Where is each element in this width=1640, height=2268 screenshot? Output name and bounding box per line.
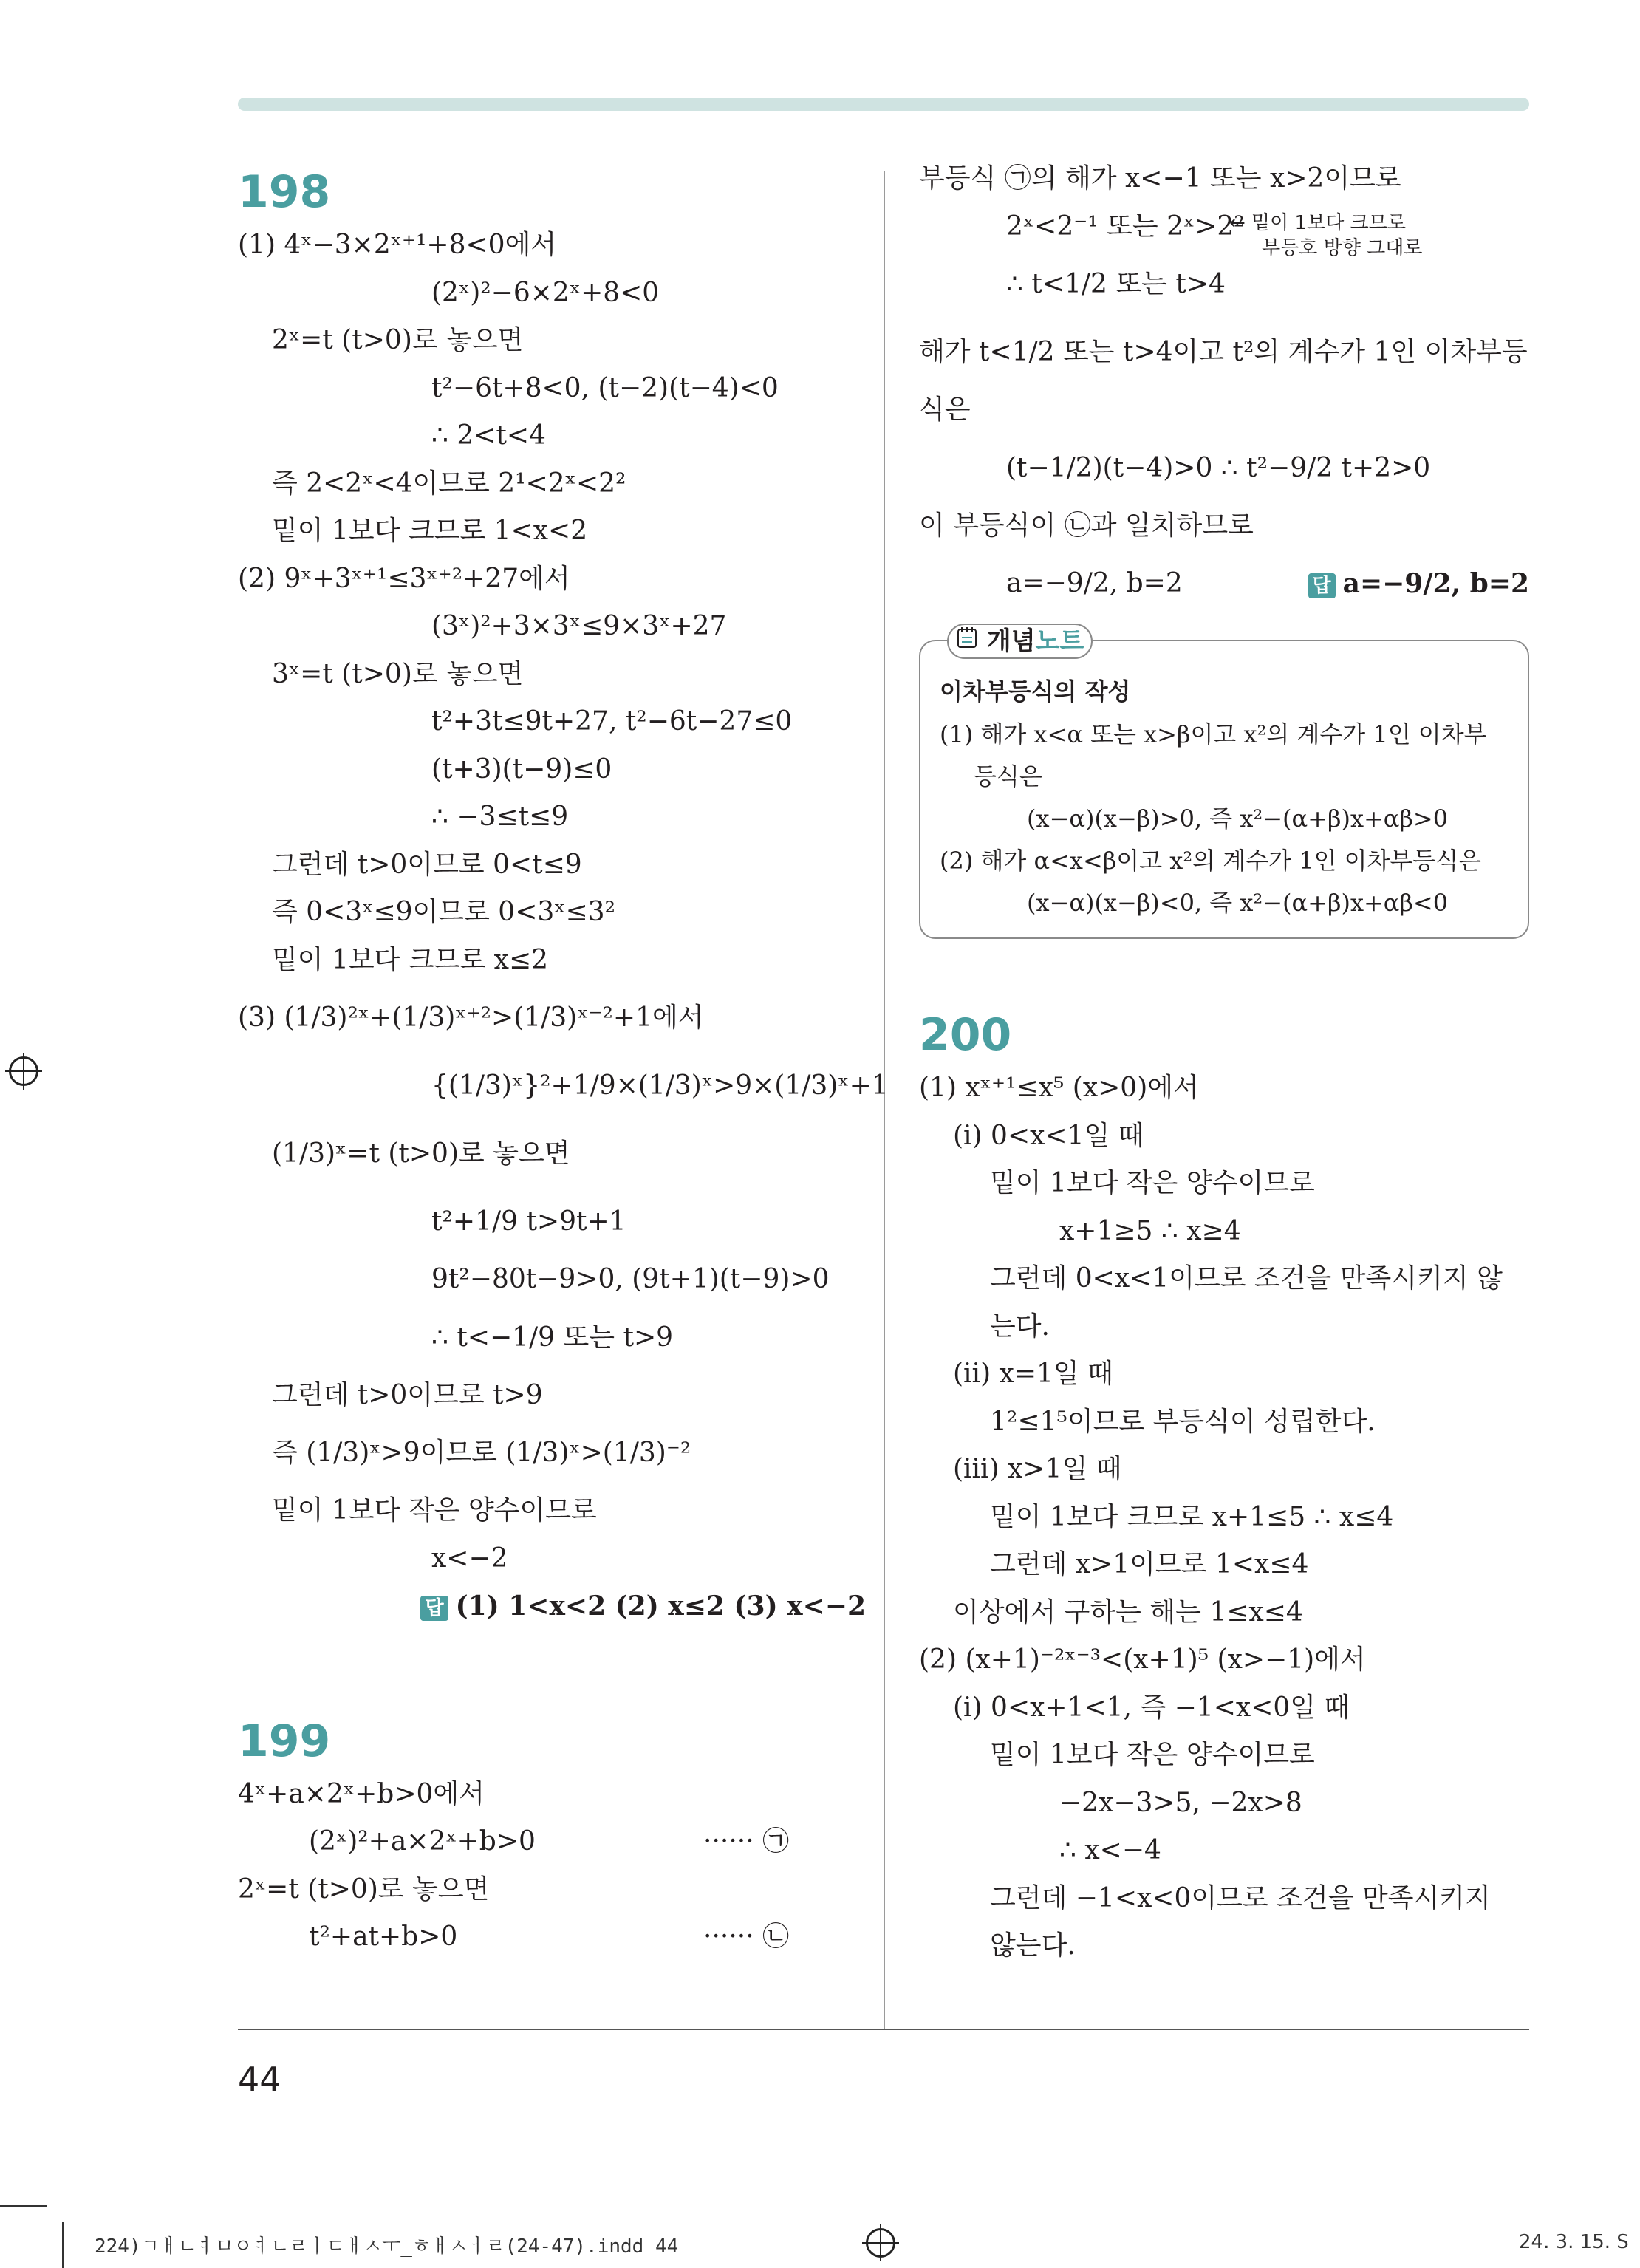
solution-line: 2ˣ=t (t>0)로 놓으면 xyxy=(272,325,524,355)
note-line: (x−α)(x−β)<0, 즉 x²−(α+β)x+αβ<0 xyxy=(1027,889,1449,917)
solution-line: 는다. xyxy=(990,1311,1050,1342)
solution-line: x+1≥5 ∴ x≥4 xyxy=(1059,1215,1241,1246)
solution-line: ∴ x<−4 xyxy=(1059,1835,1161,1865)
solution-line xyxy=(238,1818,866,1866)
solution-line: x<−2 xyxy=(431,1543,508,1574)
solution-line: 그런데 t>0이므로 t>9 xyxy=(272,1379,543,1410)
solution-line: 그런데 x>1이므로 1<x≤4 xyxy=(990,1549,1309,1579)
concept-note-label-accent: 노트 xyxy=(1035,626,1084,656)
solution-line: 않는다. xyxy=(990,1930,1076,1961)
answer-tag: 답 xyxy=(1308,573,1336,598)
solution-line: (1) xˣ⁺¹≤x⁵ (x>0)에서 xyxy=(919,1073,1199,1103)
answer-199 xyxy=(1308,550,1529,618)
solution-line: (2) 9ˣ+3ˣ⁺¹≤3ˣ⁺²+27에서 xyxy=(238,563,570,594)
solution-line: 해가 t<1/2 또는 t>4이고 t²의 계수가 1인 이차부등 xyxy=(919,337,1528,367)
notebook-icon xyxy=(956,626,987,656)
note-line: (x−α)(x−β)>0, 즉 x²−(α+β)x+αβ>0 xyxy=(1027,805,1449,833)
solution-line: 이상에서 구하는 해는 1≤x≤4 xyxy=(953,1596,1303,1627)
solution-line: {(1/3)ˣ}²+1/9×(1/3)ˣ>9×(1/3)ˣ+1 xyxy=(431,1070,889,1101)
solution-line: (1/3)ˣ=t (t>0)로 놓으면 xyxy=(272,1138,570,1169)
solution-line: (2ˣ)²−6×2ˣ+8<0 xyxy=(431,277,660,308)
solution-line: (ⅰ) 0<x<1일 때 xyxy=(953,1120,1144,1151)
solution-line xyxy=(919,550,1529,618)
solution-line: 밑이 1보다 크므로 1<x<2 xyxy=(272,516,588,546)
solution-line: (ⅲ) x>1일 때 xyxy=(953,1454,1122,1484)
solution-line: 즉 (1/3)ˣ>9이므로 (1/3)ˣ>(1/3)⁻² xyxy=(272,1438,691,1468)
problem-number-198: 198 xyxy=(238,166,331,218)
equation: (2ˣ)²+a×2ˣ+b>0 xyxy=(309,1826,536,1857)
page-number: 44 xyxy=(238,2060,281,2100)
solution-line: t²+3t≤9t+27, t²−6t−27≤0 xyxy=(431,706,793,737)
side-note-line: 부등호 방향 그대로 xyxy=(1262,236,1423,259)
solution-line: 부등식 ㉠의 해가 x<−1 또는 x>2이므로 xyxy=(919,163,1401,194)
equation: t²+at+b>0 xyxy=(309,1922,458,1952)
solution-line: 밑이 1보다 크므로 x≤2 xyxy=(272,944,549,975)
solution-line: (ⅱ) x=1일 때 xyxy=(953,1359,1113,1389)
note-line: (2) 해가 α<x<β이고 x²의 계수가 1인 이차부등식은 xyxy=(940,847,1482,875)
solution-line: 1²≤1⁵이므로 부등식이 성립한다. xyxy=(990,1406,1376,1437)
answer-text: a=−9/2, b=2 xyxy=(1342,568,1529,599)
solution-line: 2ˣ=t (t>0)로 놓으면 xyxy=(238,1874,490,1905)
solution-line: 이 부등식이 ㉡과 일치하므로 xyxy=(919,510,1254,541)
solution-line: 식은 xyxy=(919,394,971,425)
note-line: 등식은 xyxy=(974,762,1042,790)
note-line: (1) 해가 x<α 또는 x>β이고 x²의 계수가 1인 이차부 xyxy=(940,720,1487,748)
answer-198 xyxy=(238,1582,866,1630)
solution-line: 밑이 1보다 작은 양수이므로 xyxy=(272,1495,597,1526)
problem-number-199: 199 xyxy=(238,1715,331,1767)
right-column xyxy=(919,155,1529,1970)
solution-line: −2x−3>5, −2x>8 xyxy=(1059,1787,1302,1818)
solution-line: 밑이 1보다 작은 양수이므로 xyxy=(990,1740,1315,1770)
registration-mark-icon xyxy=(866,2228,895,2258)
solution-line: 그런데 t>0이므로 0<t≤9 xyxy=(272,849,582,880)
crop-mark xyxy=(62,2222,64,2268)
solution-line: ∴ t<1/2 또는 t>4 xyxy=(1006,269,1226,299)
solution-line: 3ˣ=t (t>0)로 놓으면 xyxy=(272,658,524,689)
crop-mark xyxy=(0,2205,47,2207)
solution-line: (t+3)(t−9)≤0 xyxy=(431,754,612,785)
concept-note-header xyxy=(947,624,1093,659)
equation-marker: ······ ㉠ xyxy=(703,1826,790,1857)
left-column xyxy=(238,155,889,1961)
concept-note-box xyxy=(919,626,1529,939)
equation: a=−9/2, b=2 xyxy=(1006,568,1183,598)
answer-text: (1) 1<x<2 (2) x≤2 (3) x<−2 xyxy=(455,1591,866,1622)
solution-line: 9t²−80t−9>0, (9t+1)(t−9)>0 xyxy=(431,1264,830,1294)
bottom-rule xyxy=(238,2029,1529,2030)
concept-note-title: 이차부등식의 작성 xyxy=(940,677,1131,706)
solution-line: 그런데 −1<x<0이므로 조건을 만족시키지 xyxy=(990,1882,1491,1913)
solution-line: 밑이 1보다 작은 양수이므로 xyxy=(990,1168,1315,1198)
solution-line: 즉 0<3ˣ≤9이므로 0<3ˣ≤3² xyxy=(272,897,616,927)
solution-line: t²−6t+8<0, (t−2)(t−4)<0 xyxy=(431,372,779,403)
solution-line: t²+1/9 t>9t+1 xyxy=(431,1206,626,1237)
solution-line: (ⅰ) 0<x+1<1, 즉 −1<x<0일 때 xyxy=(953,1692,1350,1723)
solution-line: (t−1/2)(t−4)>0 ∴ t²−9/2 t+2>0 xyxy=(1006,452,1431,483)
solution-line: 그런데 0<x<1이므로 조건을 만족시키지 않 xyxy=(990,1263,1503,1294)
solution-line: (1) 4ˣ−3×2ˣ⁺¹+8<0에서 xyxy=(238,230,557,260)
registration-mark-icon xyxy=(9,1056,38,1086)
solution-line: ∴ −3≤t≤9 xyxy=(431,802,569,832)
footer-date: 24. 3. 15. S xyxy=(1519,2231,1629,2253)
side-note-line: ← 밑이 1보다 크므로 xyxy=(1229,211,1406,234)
solution-line: (3) (1/3)²ˣ+(1/3)ˣ⁺²>(1/3)ˣ⁻²+1에서 xyxy=(238,1003,704,1033)
solution-line: (2) (x+1)⁻²ˣ⁻³<(x+1)⁵ (x>−1)에서 xyxy=(919,1644,1366,1675)
equation-marker: ······ ㉡ xyxy=(703,1922,790,1952)
solution-line: 즉 2<2ˣ<4이므로 2¹<2ˣ<2² xyxy=(272,468,626,499)
solution-line: 4ˣ+a×2ˣ+b>0에서 xyxy=(238,1778,485,1809)
solution-line: ∴ t<−1/9 또는 t>9 xyxy=(431,1322,674,1353)
solution-line: ∴ 2<t<4 xyxy=(431,420,546,451)
footer-filename: 224)ㄱㅐㄴㅕㅁㅇㅕㄴㄹㅣㄷㅐㅅㅜ_ㅎㅐㅅㅓㄹ(24-47).indd 44 xyxy=(95,2235,679,2258)
solution-line: (3ˣ)²+3×3ˣ≤9×3ˣ+27 xyxy=(431,611,727,641)
solution-line xyxy=(919,203,1529,259)
top-decorative-bar xyxy=(238,98,1529,111)
solution-line: 밑이 1보다 크므로 x+1≤5 ∴ x≤4 xyxy=(990,1501,1394,1532)
answer-tag: 답 xyxy=(420,1596,448,1621)
concept-note-label: 개념 xyxy=(986,626,1036,656)
problem-number-200: 200 xyxy=(919,1009,1012,1061)
equation: 2ˣ<2⁻¹ 또는 2ˣ>2² xyxy=(1006,211,1245,242)
solution-line xyxy=(238,1913,866,1961)
